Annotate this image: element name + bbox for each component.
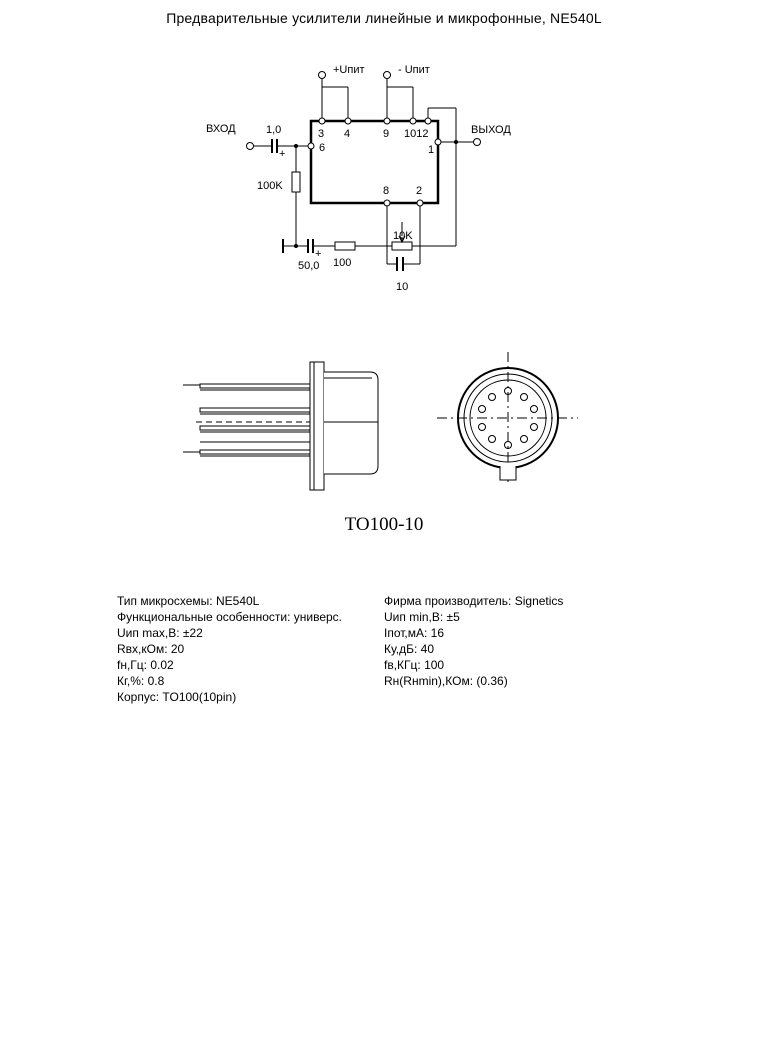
schematic-labels — [206, 64, 511, 293]
r-bias-label: 100K — [257, 180, 283, 192]
vminus-label: - Uпит — [398, 64, 430, 76]
package-leads — [200, 384, 316, 456]
spec-line: Iпот,мА: 16 — [384, 626, 445, 640]
pin-6: 6 — [319, 142, 326, 154]
plus-sign-2: + — [315, 248, 322, 260]
input-terminal — [247, 143, 254, 150]
pin-8: 8 — [383, 185, 390, 197]
spec-line: Фирма производитель: Signetics — [384, 594, 564, 608]
vminus-terminal — [384, 72, 391, 79]
vplus-terminal — [319, 72, 326, 79]
pin-1012: 1012 — [404, 128, 429, 140]
circuit-schematic — [247, 72, 481, 272]
spec-line: Кг,%: 0.8 — [117, 674, 165, 688]
specs-right-column — [384, 593, 563, 689]
spec-line: fн,Гц: 0.02 — [117, 658, 174, 672]
package-cap — [324, 372, 378, 474]
pot-label: 10K — [393, 230, 413, 242]
spec-line: Uип max,В: ±22 — [117, 626, 203, 640]
package-title: TO100-10 — [344, 514, 424, 535]
package-flange — [310, 362, 324, 490]
output-label: ВЫХОД — [471, 124, 511, 136]
spec-line: Корпус: TO100(10pin) — [117, 690, 237, 704]
package-bottom-view — [437, 352, 578, 484]
spec-line: Rн(Rнmin),КОм: (0.36) — [384, 674, 508, 688]
c-in-label: 1,0 — [266, 124, 282, 136]
pin-2: 2 — [416, 185, 423, 197]
pin-1: 1 — [428, 144, 435, 156]
pin-9: 9 — [383, 128, 390, 140]
package-side-view — [183, 362, 378, 490]
input-label: ВХОД — [206, 123, 236, 135]
resistor-100 — [335, 242, 355, 250]
potentiometer-10k — [392, 242, 412, 250]
vplus-label: +Uпит — [333, 64, 365, 76]
output-terminal — [474, 139, 481, 146]
spec-line: Тип микросхемы: NE540L — [117, 594, 260, 608]
spec-line: Ку,дБ: 40 — [384, 642, 435, 656]
spec-line: Uип min,В: ±5 — [384, 610, 460, 624]
spec-line: fв,КГц: 100 — [384, 658, 445, 672]
page-title: Предварительные усилители линейные и микрофонные, NE540L — [166, 10, 602, 26]
resistor-100k — [292, 172, 300, 192]
spec-line: Rвх,кОм: 20 — [117, 642, 185, 656]
pin-4: 4 — [344, 128, 351, 140]
c-fb-label: 50,0 — [298, 260, 320, 272]
package-tab — [500, 466, 516, 480]
spec-line: Функциональные особенности: универс. — [117, 610, 343, 624]
r-fb-label: 100 — [333, 257, 352, 269]
specs-left-column — [117, 593, 342, 705]
c-small-label: 10 — [396, 281, 409, 293]
plus-sign: + — [279, 148, 286, 160]
pin-3: 3 — [318, 128, 325, 140]
